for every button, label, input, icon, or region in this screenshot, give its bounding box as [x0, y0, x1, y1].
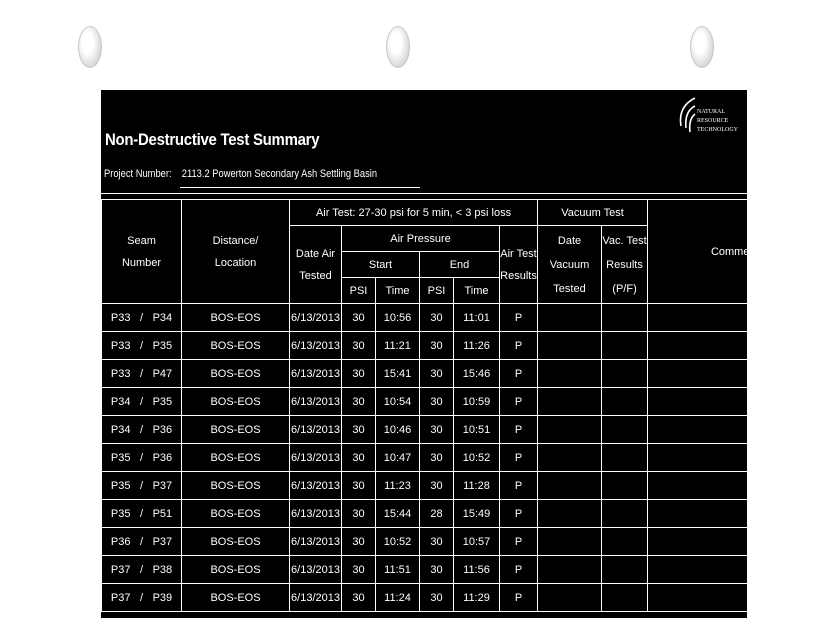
cell-end-time: 11:29 — [454, 584, 500, 612]
cell-comments — [648, 360, 828, 388]
cell-end-psi: 30 — [420, 388, 454, 416]
cell-end-psi: 28 — [420, 500, 454, 528]
table-row — [102, 584, 828, 612]
cell-vac-test-result — [602, 388, 648, 416]
cell-location: BOS-EOS — [182, 584, 290, 612]
cell-end-psi: 30 — [420, 444, 454, 472]
table-body — [102, 304, 828, 612]
cell-date-air-tested: 6/13/2013 — [290, 500, 342, 528]
cell-date-vacuum-tested — [538, 332, 602, 360]
cell-seam-number — [102, 556, 182, 584]
cell-seam-number — [102, 304, 182, 332]
header-divider — [101, 193, 747, 194]
header-air-test-results: Air Test Results — [500, 226, 538, 304]
cell-location: BOS-EOS — [182, 304, 290, 332]
header-end-time: Time — [454, 278, 500, 304]
table-row — [102, 416, 828, 444]
cell-vac-test-result — [602, 360, 648, 388]
seam-start: P33 — [110, 339, 131, 352]
cell-vac-test-result — [602, 472, 648, 500]
logo-text — [697, 108, 738, 135]
cell-end-time: 11:01 — [454, 304, 500, 332]
cell-start-time: 15:44 — [376, 500, 420, 528]
cell-date-air-tested: 6/13/2013 — [290, 528, 342, 556]
cell-date-air-tested: 6/13/2013 — [290, 472, 342, 500]
cell-air-test-result: P — [500, 360, 538, 388]
seam-start: P35 — [110, 507, 131, 520]
project-number-label: Project Number: — [104, 168, 172, 180]
cell-comments — [648, 556, 828, 584]
cell-start-psi: 30 — [342, 472, 376, 500]
project-number-underline — [180, 187, 420, 188]
cell-air-test-result: P — [500, 528, 538, 556]
cell-end-time: 15:49 — [454, 500, 500, 528]
header-end-psi: PSI — [420, 278, 454, 304]
cell-date-vacuum-tested — [538, 416, 602, 444]
cell-date-air-tested: 6/13/2013 — [290, 444, 342, 472]
cell-end-psi: 30 — [420, 416, 454, 444]
seam-end: P51 — [152, 507, 173, 520]
cell-date-vacuum-tested — [538, 584, 602, 612]
cell-vac-test-result — [602, 444, 648, 472]
header-start: Start — [342, 252, 420, 278]
cell-date-air-tested: 6/13/2013 — [290, 556, 342, 584]
cell-start-psi: 30 — [342, 500, 376, 528]
cell-end-time: 10:59 — [454, 388, 500, 416]
seam-end: P47 — [152, 367, 173, 380]
cell-location: BOS-EOS — [182, 528, 290, 556]
cell-location: BOS-EOS — [182, 472, 290, 500]
header-date-vacuum-tested: Date Vacuum Tested — [538, 226, 602, 304]
seam-separator: / — [139, 311, 144, 324]
cell-start-psi: 30 — [342, 444, 376, 472]
cell-end-psi: 30 — [420, 360, 454, 388]
cell-start-psi: 30 — [342, 584, 376, 612]
cell-air-test-result: P — [500, 388, 538, 416]
company-logo — [673, 96, 737, 142]
cell-location: BOS-EOS — [182, 416, 290, 444]
cell-vac-test-result — [602, 500, 648, 528]
header-air-pressure: Air Pressure — [342, 226, 500, 252]
seam-separator: / — [139, 451, 144, 464]
cell-location: BOS-EOS — [182, 556, 290, 584]
cell-vac-test-result — [602, 332, 648, 360]
header-end: End — [420, 252, 500, 278]
cell-date-air-tested: 6/13/2013 — [290, 388, 342, 416]
project-number-value: 2113.2 Powerton Secondary Ash Settling Basin — [181, 168, 378, 180]
cell-end-time: 15:46 — [454, 360, 500, 388]
header-vac-test-results: Vac. Test Results (P/F) — [602, 226, 648, 304]
cell-seam-number — [102, 360, 182, 388]
cell-vac-test-result — [602, 304, 648, 332]
table-row — [102, 500, 828, 528]
cell-end-time: 10:52 — [454, 444, 500, 472]
cell-end-psi: 30 — [420, 304, 454, 332]
test-summary-sheet — [101, 90, 765, 618]
cell-start-time: 11:21 — [376, 332, 420, 360]
cell-air-test-result: P — [500, 556, 538, 584]
cell-date-vacuum-tested — [538, 472, 602, 500]
seam-separator: / — [139, 423, 144, 436]
cell-seam-number — [102, 332, 182, 360]
seam-separator: / — [139, 367, 144, 380]
cell-end-psi: 30 — [420, 556, 454, 584]
seam-start: P34 — [110, 423, 131, 436]
cell-date-vacuum-tested — [538, 444, 602, 472]
logo-line-2: RESOURCE — [697, 118, 729, 124]
cell-air-test-result: P — [500, 584, 538, 612]
cell-date-vacuum-tested — [538, 500, 602, 528]
cell-start-time: 10:56 — [376, 304, 420, 332]
cell-seam-number — [102, 472, 182, 500]
cell-end-psi: 30 — [420, 472, 454, 500]
cell-air-test-result: P — [500, 444, 538, 472]
table-row — [102, 360, 828, 388]
cell-date-air-tested: 6/13/2013 — [290, 584, 342, 612]
cell-end-psi: 30 — [420, 528, 454, 556]
cell-end-time: 11:28 — [454, 472, 500, 500]
punch-hole-left — [78, 26, 102, 68]
seam-end: P35 — [152, 339, 173, 352]
cell-start-time: 11:51 — [376, 556, 420, 584]
header-seam-number: Seam Number — [102, 200, 182, 304]
seam-end: P38 — [152, 563, 173, 576]
cell-date-vacuum-tested — [538, 528, 602, 556]
table-row — [102, 556, 828, 584]
cell-start-psi: 30 — [342, 388, 376, 416]
header-date-air-tested: Date Air Tested — [290, 226, 342, 304]
header-vacuum-test-group: Vacuum Test — [538, 200, 648, 226]
cell-seam-number — [102, 584, 182, 612]
cell-date-vacuum-tested — [538, 388, 602, 416]
cell-vac-test-result — [602, 528, 648, 556]
cell-date-air-tested: 6/13/2013 — [290, 304, 342, 332]
table-row — [102, 472, 828, 500]
seam-start: P36 — [110, 535, 131, 548]
seam-start: P35 — [110, 479, 131, 492]
cell-date-vacuum-tested — [538, 304, 602, 332]
project-number-row — [104, 168, 377, 180]
header-comments: Comments — [648, 200, 828, 304]
table-row — [102, 444, 828, 472]
seam-start: P37 — [110, 591, 131, 604]
cell-end-psi: 30 — [420, 332, 454, 360]
cell-date-air-tested: 6/13/2013 — [290, 360, 342, 388]
cell-start-psi: 30 — [342, 304, 376, 332]
cell-comments — [648, 332, 828, 360]
cell-comments — [648, 500, 828, 528]
seam-end: P36 — [152, 423, 173, 436]
seam-separator: / — [139, 591, 144, 604]
header-distance-location: Distance/ Location — [182, 200, 290, 304]
cell-location: BOS-EOS — [182, 332, 290, 360]
cell-start-time: 10:54 — [376, 388, 420, 416]
seam-separator: / — [139, 479, 144, 492]
seam-separator: / — [139, 507, 144, 520]
cell-air-test-result: P — [500, 472, 538, 500]
cell-air-test-result: P — [500, 500, 538, 528]
cell-location: BOS-EOS — [182, 360, 290, 388]
cell-vac-test-result — [602, 556, 648, 584]
cell-start-psi: 30 — [342, 332, 376, 360]
cell-start-time: 15:41 — [376, 360, 420, 388]
cell-start-time: 10:47 — [376, 444, 420, 472]
cell-date-air-tested: 6/13/2013 — [290, 416, 342, 444]
document-title: Non-Destructive Test Summary — [105, 130, 320, 149]
seam-start: P34 — [110, 395, 131, 408]
table-row — [102, 304, 828, 332]
cell-end-time: 11:26 — [454, 332, 500, 360]
seam-end: P34 — [152, 311, 173, 324]
cell-comments — [648, 388, 828, 416]
cell-start-psi: 30 — [342, 360, 376, 388]
seam-end: P37 — [152, 479, 173, 492]
logo-line-1: NATURAL — [697, 109, 725, 115]
table-row — [102, 388, 828, 416]
punch-hole-right — [690, 26, 714, 68]
cell-start-time: 11:23 — [376, 472, 420, 500]
header-air-test-group: Air Test: 27-30 psi for 5 min, < 3 psi loss — [290, 200, 538, 226]
cell-seam-number — [102, 528, 182, 556]
cell-start-psi: 30 — [342, 416, 376, 444]
seam-end: P37 — [152, 535, 173, 548]
seam-separator: / — [139, 339, 144, 352]
table-row — [102, 528, 828, 556]
header-start-psi: PSI — [342, 278, 376, 304]
header-start-time: Time — [376, 278, 420, 304]
cell-comments — [648, 416, 828, 444]
cell-air-test-result: P — [500, 332, 538, 360]
cell-comments — [648, 472, 828, 500]
seam-end: P35 — [152, 395, 173, 408]
cell-air-test-result: P — [500, 416, 538, 444]
punch-hole-center — [386, 26, 410, 68]
cell-comments — [648, 528, 828, 556]
cell-end-time: 10:51 — [454, 416, 500, 444]
logo-line-3: TECHNOLOGY — [697, 127, 738, 133]
cell-seam-number — [102, 444, 182, 472]
cell-location: BOS-EOS — [182, 444, 290, 472]
cell-seam-number — [102, 388, 182, 416]
cell-comments — [648, 444, 828, 472]
cell-vac-test-result — [602, 584, 648, 612]
cell-seam-number — [102, 416, 182, 444]
cell-start-psi: 30 — [342, 528, 376, 556]
seam-start: P37 — [110, 563, 131, 576]
cell-comments — [648, 304, 828, 332]
cell-end-time: 11:56 — [454, 556, 500, 584]
cell-date-vacuum-tested — [538, 360, 602, 388]
cell-start-time: 10:52 — [376, 528, 420, 556]
cell-air-test-result: P — [500, 304, 538, 332]
table-row — [102, 332, 828, 360]
cell-comments — [648, 584, 828, 612]
cell-location: BOS-EOS — [182, 388, 290, 416]
cell-seam-number — [102, 500, 182, 528]
seam-separator: / — [139, 535, 144, 548]
seam-start: P33 — [110, 311, 131, 324]
cell-date-vacuum-tested — [538, 556, 602, 584]
seam-end: P36 — [152, 451, 173, 464]
cell-location: BOS-EOS — [182, 500, 290, 528]
seam-start: P33 — [110, 367, 131, 380]
logo-mark-icon — [673, 96, 697, 142]
cell-vac-test-result — [602, 416, 648, 444]
cell-end-psi: 30 — [420, 584, 454, 612]
cell-start-psi: 30 — [342, 556, 376, 584]
seam-separator: / — [139, 395, 144, 408]
seam-start: P35 — [110, 451, 131, 464]
cell-start-time: 10:46 — [376, 416, 420, 444]
seam-separator: / — [139, 563, 144, 576]
cell-end-time: 10:57 — [454, 528, 500, 556]
test-results-table — [101, 199, 828, 612]
cell-date-air-tested: 6/13/2013 — [290, 332, 342, 360]
cell-start-time: 11:24 — [376, 584, 420, 612]
seam-end: P39 — [152, 591, 173, 604]
